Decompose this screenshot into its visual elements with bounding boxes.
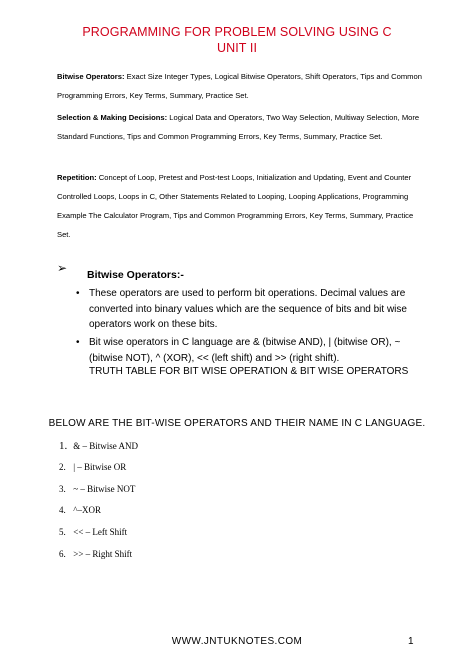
list-number: 5. — [59, 527, 66, 538]
list-text: | – Bitwise OR — [73, 461, 127, 472]
bullet-dot-icon: • — [76, 288, 80, 299]
truth-table-line: TRUTH TABLE FOR BIT WISE OPERATION & BIT WISE OPERATORS — [89, 366, 409, 377]
list-item — [59, 462, 138, 484]
list-item — [59, 527, 138, 549]
list-text: & – Bitwise AND — [73, 441, 139, 451]
syllabus-text: Logical Data and Operators, Two Way Selection, Multiway Selection, More Standard Functions, Tips and Common Programming Errors, Key Terms, Summary, Practice Set. — [57, 113, 420, 141]
syllabus-text: Exact Size Integer Types, Logical Bitwise Operators, Shift Operators, Tips and Common Programming Errors, Key Terms, Summary, Practice Set. — [57, 72, 422, 100]
arrow-bullet-icon: ➢ — [57, 261, 68, 275]
list-text: << – Left Shift — [73, 527, 128, 538]
list-text: >> – Right Shift — [73, 548, 133, 559]
page-number: 1 — [408, 636, 414, 647]
section-heading: Bitwise Operators:- — [87, 269, 184, 281]
syllabus-label: Repetition: — [57, 173, 97, 182]
list-number: 4. — [59, 505, 66, 516]
list-text: ~ – Bitwise NOT — [73, 483, 136, 494]
syllabus-label: Selection & Making Decisions: — [57, 113, 168, 122]
list-number: 1. — [59, 440, 68, 452]
list-text: ^–XOR — [73, 505, 101, 516]
syllabus-paragraph — [57, 67, 427, 105]
list-number: 2. — [59, 461, 66, 472]
document-subtitle: UNIT II — [216, 41, 258, 55]
bullet-dot-icon: • — [76, 337, 80, 348]
syllabus-paragraph — [57, 168, 427, 244]
list-number: 3. — [59, 483, 66, 494]
list-item — [59, 440, 138, 462]
list-number: 6. — [59, 548, 66, 559]
list-item — [59, 484, 138, 506]
operators-list — [59, 440, 138, 571]
document-title: PROGRAMMING FOR PROBLEM SOLVING USING C — [82, 25, 392, 39]
footer-site: WWW.JNTUKNOTES.COM — [171, 636, 303, 647]
bullet-text: Bit wise operators in C language are & (bitwise AND), | (bitwise OR), ~ (bitwise NOT), ^ (XOR), << (left shift) and >> (right shift). — [89, 337, 401, 364]
list-item — [59, 549, 138, 571]
list-item — [59, 505, 138, 527]
syllabus-text: Concept of Loop, Pretest and Post-test Loops, Initialization and Updating, Event and Counter Controlled Loops, Loops in C, Other Statements Related to Looping, Looping Applications, Programming Example The Calculator Program, Tips and Common Programming Errors, Key Terms, Summary, Practice Set. — [57, 173, 414, 239]
operators-heading: BELOW ARE THE BIT-WISE OPERATORS AND THEIR NAME IN C LANGUAGE. — [48, 418, 426, 429]
bullet-text: These operators are used to perform bit operations. Decimal values are converted into binary values which are the sequence of bits and bit wise operators work on these bits. — [89, 288, 407, 330]
syllabus-paragraph — [57, 108, 427, 146]
syllabus-label: Bitwise Operators: — [57, 72, 125, 81]
